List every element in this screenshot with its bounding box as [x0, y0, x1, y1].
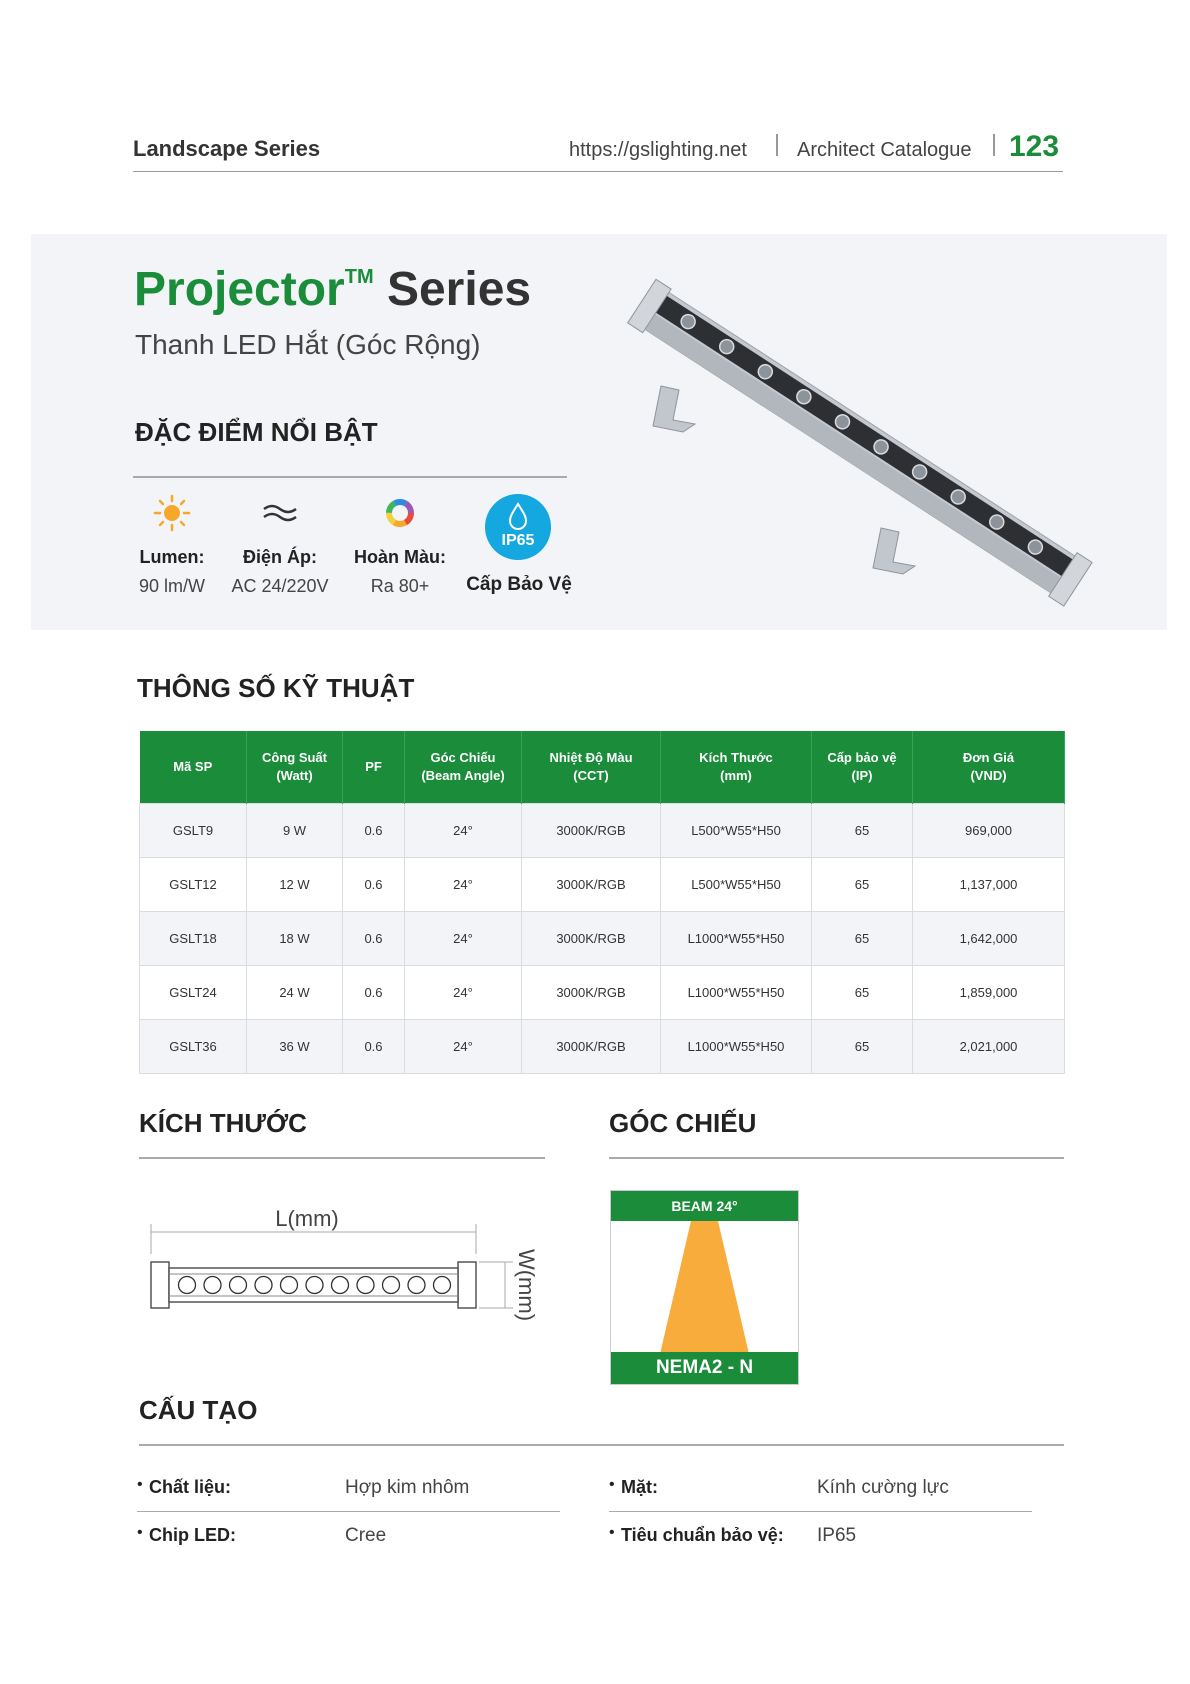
table-cell: 969,000 — [913, 803, 1065, 857]
column-header: Kích Thước (mm) — [661, 731, 812, 803]
construction-divider — [139, 1444, 1064, 1446]
table-cell: GSLT12 — [140, 857, 247, 911]
product-brand: Projector — [134, 263, 345, 316]
table-cell: 9 W — [247, 803, 343, 857]
spec-heading: THÔNG SỐ KỸ THUẬT — [137, 673, 415, 703]
length-label: L(mm) — [275, 1206, 339, 1231]
beam-diagram — [610, 1190, 799, 1385]
table-cell: 0.6 — [343, 965, 405, 1019]
table-cell: 24° — [405, 803, 522, 857]
feature-value: AC 24/220V — [231, 576, 329, 596]
table-cell: 0.6 — [343, 1019, 405, 1073]
table-row — [140, 965, 1065, 1019]
feature-value: 90 lm/W — [138, 576, 205, 596]
dimension-heading: KÍCH THƯỚC — [139, 1108, 307, 1138]
features-heading: ĐẶC ĐIỂM NỔI BẬT — [135, 417, 378, 447]
water-drop-icon — [485, 496, 551, 536]
table-cell: 24° — [405, 857, 522, 911]
page-header — [133, 122, 1063, 172]
ip-badge-text: IP65 — [501, 532, 535, 549]
product-subtitle: Thanh LED Hắt (Góc Rộng) — [135, 329, 481, 360]
trademark-mark: TM — [344, 266, 374, 288]
beam-angle-label: BEAM 24° — [611, 1191, 798, 1221]
construction-value: Cree — [345, 1525, 387, 1546]
table-cell: 1,137,000 — [913, 857, 1065, 911]
website-link[interactable]: https://gslighting.net — [569, 139, 747, 161]
table-cell: GSLT36 — [140, 1019, 247, 1073]
features-divider — [133, 476, 567, 478]
column-header: PF — [343, 731, 405, 803]
table-cell: L500*W55*H50 — [661, 803, 812, 857]
feature-cri — [345, 489, 455, 597]
table-row — [140, 911, 1065, 965]
sun-icon — [117, 489, 227, 537]
table-cell: 24° — [405, 1019, 522, 1073]
table-cell: 65 — [812, 857, 913, 911]
beam-cone — [611, 1221, 798, 1354]
column-header: Cấp bảo vệ (IP) — [812, 731, 913, 803]
page-number: 123 — [1009, 130, 1060, 163]
construction-key: Tiêu chuẩn bảo vệ: — [621, 1525, 784, 1545]
table-header-row — [140, 731, 1065, 803]
table-cell: 65 — [812, 1019, 913, 1073]
feature-value: Ra 80+ — [370, 576, 430, 596]
dimension-divider — [139, 1157, 545, 1159]
product-series-word: Series — [386, 263, 532, 316]
voltage-icon — [225, 489, 335, 537]
bullet: • — [609, 1476, 615, 1493]
table-cell: GSLT9 — [140, 803, 247, 857]
beam-heading: GÓC CHIẾU — [609, 1108, 757, 1138]
product-title — [134, 262, 531, 317]
feature-label: Điện Áp: — [243, 547, 317, 567]
header-divider — [993, 134, 995, 156]
bullet: • — [609, 1524, 615, 1541]
catalogue-label: Architect Catalogue — [797, 139, 972, 161]
table-cell: 65 — [812, 965, 913, 1019]
table-row — [140, 803, 1065, 857]
feature-voltage — [225, 489, 335, 597]
construction-heading: CẤU TẠO — [139, 1395, 258, 1425]
table-cell: 65 — [812, 911, 913, 965]
construction-value: Hợp kim nhôm — [345, 1477, 470, 1498]
table-cell: 3000K/RGB — [522, 857, 661, 911]
feature-label: Lumen: — [139, 547, 205, 567]
feature-label: Hoàn Màu: — [354, 547, 446, 567]
ip-badge — [485, 494, 551, 560]
table-cell: 0.6 — [343, 803, 405, 857]
table-cell: 65 — [812, 803, 913, 857]
construction-item-face — [609, 1464, 1032, 1512]
column-header: Công Suất (Watt) — [247, 731, 343, 803]
table-cell: GSLT18 — [140, 911, 247, 965]
table-cell: 24 W — [247, 965, 343, 1019]
column-header: Góc Chiếu (Beam Angle) — [405, 731, 522, 803]
series-label: Landscape Series — [133, 136, 321, 161]
feature-lumen — [117, 489, 227, 597]
table-cell: 3000K/RGB — [522, 1019, 661, 1073]
product-image — [591, 276, 1131, 626]
color-wheel-icon — [345, 489, 455, 537]
hero-panel — [31, 234, 1167, 630]
table-cell: 36 W — [247, 1019, 343, 1073]
column-header: Đơn Giá (VND) — [913, 731, 1065, 803]
table-cell: L500*W55*H50 — [661, 857, 812, 911]
construction-item-chip — [137, 1512, 560, 1560]
table-cell: 3000K/RGB — [522, 803, 661, 857]
table-cell: L1000*W55*H50 — [661, 965, 812, 1019]
table-cell: GSLT24 — [140, 965, 247, 1019]
column-header: Nhiệt Độ Màu (CCT) — [522, 731, 661, 803]
bullet: • — [137, 1476, 143, 1493]
table-row — [140, 857, 1065, 911]
table-cell: L1000*W55*H50 — [661, 1019, 812, 1073]
dimension-drawing — [147, 1192, 557, 1327]
table-cell: 0.6 — [343, 857, 405, 911]
table-cell: 0.6 — [343, 911, 405, 965]
spec-table — [139, 731, 1065, 1074]
nema-label: NEMA2 - N — [611, 1352, 798, 1384]
construction-key: Chip LED: — [149, 1525, 236, 1545]
table-cell: 1,859,000 — [913, 965, 1065, 1019]
header-divider — [776, 134, 778, 156]
width-label: W(mm) — [514, 1248, 539, 1322]
table-cell: 24° — [405, 965, 522, 1019]
construction-item-protection — [609, 1512, 1032, 1560]
column-header: Mã SP — [140, 731, 247, 803]
table-cell: 3000K/RGB — [522, 965, 661, 1019]
construction-item-material — [137, 1464, 560, 1512]
construction-value: Kính cường lực — [817, 1477, 949, 1498]
table-cell: 24° — [405, 911, 522, 965]
table-cell: 3000K/RGB — [522, 911, 661, 965]
table-cell: 18 W — [247, 911, 343, 965]
table-cell: 12 W — [247, 857, 343, 911]
table-row — [140, 1019, 1065, 1073]
table-cell: 2,021,000 — [913, 1019, 1065, 1073]
construction-key: Mặt: — [621, 1477, 658, 1497]
table-cell: L1000*W55*H50 — [661, 911, 812, 965]
table-cell: 1,642,000 — [913, 911, 1065, 965]
ip-badge-label: Cấp Bảo Vệ — [466, 574, 572, 595]
beam-divider — [609, 1157, 1064, 1159]
construction-key: Chất liệu: — [149, 1477, 232, 1497]
bullet: • — [137, 1524, 143, 1541]
construction-value: IP65 — [817, 1525, 857, 1546]
